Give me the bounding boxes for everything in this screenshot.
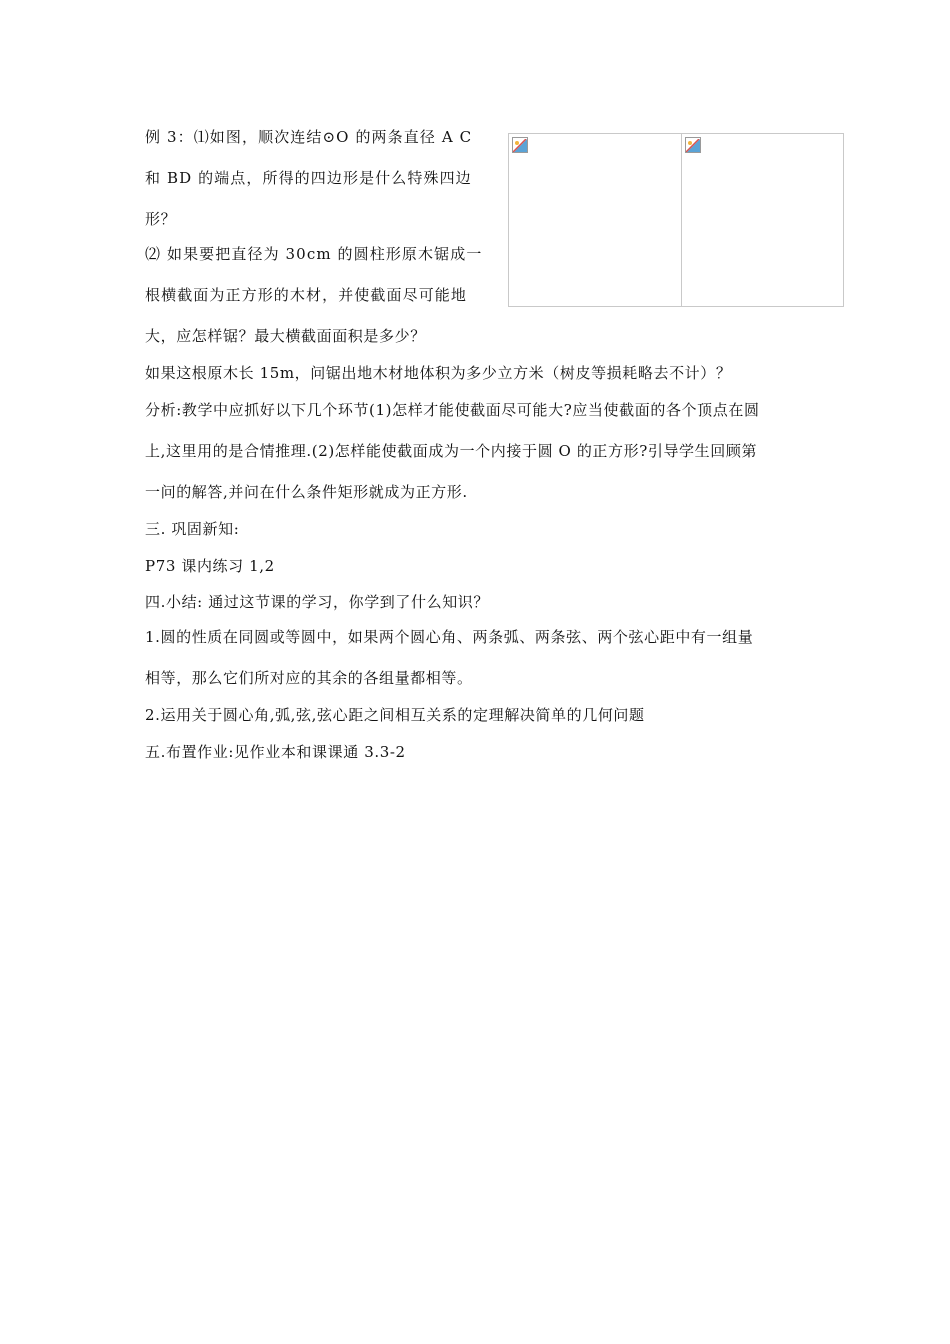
text-line-10: 一问的解答,并问在什么条件矩形就成为正方形. <box>145 483 468 501</box>
text-line-4: ⑵ 如果要把直径为 30cm 的圆柱形原木锯成一 <box>145 245 483 263</box>
broken-image-icon <box>512 137 528 153</box>
text-line-5: 根横截面为正方形的木材，并使截面尽可能地 <box>145 286 468 304</box>
figure-image-2 <box>681 133 844 307</box>
text-line-9: 上,这里用的是合情推理.(2)怎样能使截面成为一个内接于圆 O 的正方形?引导学生回顾第 <box>145 442 758 460</box>
text-line-1: 例 3：⑴如图，顺次连结⊙O 的两条直径 A C <box>145 128 473 146</box>
figure-image-1 <box>508 133 698 307</box>
summary-item-1-cont: 相等，那么它们所对应的其余的各组量都相等。 <box>145 669 473 687</box>
text-line-7: 如果这根原木长 15m，问锯出地木材地体积为多少立方米（树皮等损耗略去不计）？ <box>145 364 732 382</box>
text-line-8: 分析:教学中应抓好以下几个环节(1)怎样才能使截面尽可能大?应当使截面的各个顶点在圆 <box>145 401 760 419</box>
text-line-2: 和 BD 的端点，所得的四边形是什么特殊四边 <box>145 169 472 187</box>
section-heading-consolidate: 三. 巩固新知: <box>145 520 240 538</box>
section-heading-homework: 五.布置作业:见作业本和课课通 3.3-2 <box>145 743 406 761</box>
text-line-6: 大，应怎样锯？最大横截面面积是多少？ <box>145 327 426 345</box>
text-line-3: 形？ <box>145 210 177 228</box>
text-line-exercise: P73 课内练习 1,2 <box>145 557 275 575</box>
broken-image-icon <box>685 137 701 153</box>
summary-item-2: 2.运用关于圆心角,弧,弦,弦心距之间相互关系的定理解决简单的几何问题 <box>145 706 645 724</box>
section-heading-summary: 四.小结: 通过这节课的学习，你学到了什么知识？ <box>145 593 489 611</box>
summary-item-1: 1.圆的性质在同圆或等圆中，如果两个圆心角、两条弧、两条弦、两个弦心距中有一组量 <box>145 628 754 646</box>
